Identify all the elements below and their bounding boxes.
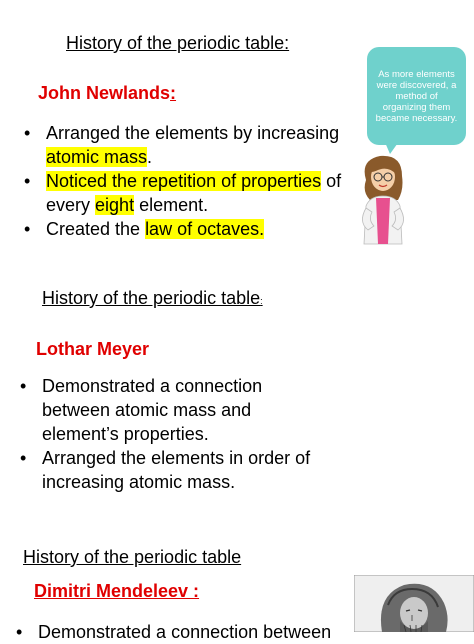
section3-scientist-name	[34, 581, 199, 602]
list-item	[22, 217, 362, 241]
highlighted-text: law of octaves.	[145, 219, 265, 239]
list-item: • Arranged the elements in order of increasing atomic mass.	[18, 446, 318, 494]
highlighted-text: eight	[95, 195, 135, 215]
section1-title: History of the periodic table:	[66, 33, 290, 53]
list-item: • Demonstrated a connection between atomic mass and element’s properties.	[18, 374, 318, 446]
cartoon-woman-scientist-icon	[352, 150, 414, 246]
section1-name-text: John Newlands	[38, 83, 171, 103]
section2-title-suffix: :	[260, 296, 263, 306]
section3-bullet-list	[14, 620, 344, 644]
bullet-text: Created the	[46, 219, 146, 239]
section2-bullet-list	[18, 374, 318, 494]
highlighted-text: Noticed the repetition of properties	[46, 171, 322, 191]
list-item: • Demonstrated a connection between	[14, 620, 344, 644]
highlighted-text: atomic mass	[46, 147, 148, 167]
section2-title-text: History of the periodic table	[42, 288, 261, 308]
speech-bubble-text: As more elements were discovered, a method of organizing them became necessary.	[375, 68, 458, 124]
section3-name-text: Dimitri Mendeleev :	[34, 581, 200, 601]
bullet-text: of every	[46, 171, 342, 215]
section1-bullet-list	[22, 121, 362, 241]
list-item	[22, 121, 362, 169]
list-item	[22, 169, 362, 217]
bullet-text: .	[147, 147, 153, 167]
mendeleev-portrait-icon	[354, 575, 474, 632]
speech-bubble	[367, 47, 466, 145]
section2-title	[42, 288, 263, 309]
bullet-text: element.	[134, 195, 209, 215]
section1-scientist-name	[38, 83, 176, 104]
section3-title: History of the periodic table	[23, 547, 242, 567]
section2-scientist-name: Lothar Meyer	[36, 339, 150, 359]
section1-name-suffix: :	[170, 83, 177, 103]
bullet-text: Arranged the elements by increasing	[46, 123, 340, 143]
